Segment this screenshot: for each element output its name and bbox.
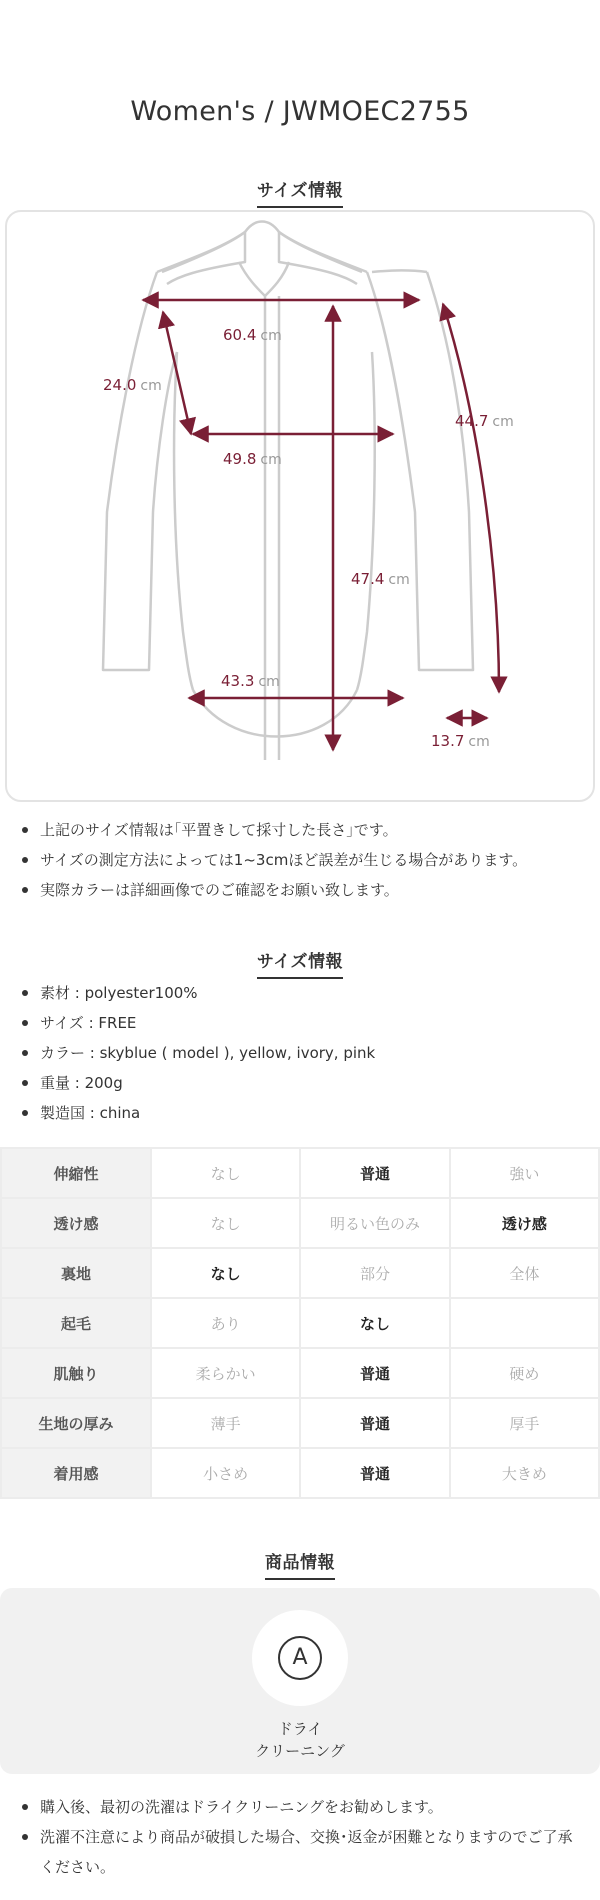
care-label [0, 1718, 600, 1762]
care-instructions-box [0, 1588, 600, 1774]
attribute-label: 肌触り [1, 1348, 151, 1398]
size-info-heading-text: サイズ情報 [257, 176, 343, 208]
size-diagram [5, 210, 595, 802]
measurement-lines [143, 300, 499, 750]
care-label-line2: クリーニング [255, 1742, 345, 1760]
table-row [1, 1448, 599, 1498]
attribute-option: 全体 [450, 1248, 599, 1298]
sleeve-length-label: 44.7 cm [455, 412, 514, 430]
attribute-option: 普通 [300, 1448, 449, 1498]
spec-size: サイズ : FREE [20, 1008, 580, 1038]
spec-weight: 重量 : 200g [20, 1068, 580, 1098]
attribute-option: 普通 [300, 1148, 449, 1198]
attribute-option: なし [151, 1198, 300, 1248]
attribute-label: 透け感 [1, 1198, 151, 1248]
attribute-option: 小さめ [151, 1448, 300, 1498]
attribute-label: 生地の厚み [1, 1398, 151, 1448]
attribute-option: 厚手 [450, 1398, 599, 1448]
size-notes-list [20, 815, 580, 905]
attribute-option: 柔らかい [151, 1348, 300, 1398]
attribute-option: 硬め [450, 1348, 599, 1398]
list-item: サイズの測定方法によっては1~3cmほど誤差が生じる場合があります。 [20, 845, 580, 875]
table-row [1, 1248, 599, 1298]
spec-heading [0, 947, 600, 979]
attribute-option: 透け感 [450, 1198, 599, 1248]
attribute-option: 普通 [300, 1398, 449, 1448]
shirt-diagram-svg [7, 212, 597, 804]
attribute-option: 薄手 [151, 1398, 300, 1448]
attribute-option: なし [151, 1148, 300, 1198]
product-info-heading [0, 1548, 600, 1580]
spec-color: カラー : skyblue ( model ), yellow, ivory, pink [20, 1038, 580, 1068]
attribute-label: 裏地 [1, 1248, 151, 1298]
attribute-option: 強い [450, 1148, 599, 1198]
spec-list [20, 978, 580, 1128]
care-symbol: A [278, 1636, 322, 1680]
attribute-option: なし [151, 1248, 300, 1298]
list-item: 実際カラーは詳細画像でのご確認をお願い致します。 [20, 875, 580, 905]
list-item: 洗濯不注意により商品が破損した場合、交換･返金が困難となりますのでご了承ください。 [20, 1822, 580, 1882]
attribute-option [450, 1298, 599, 1348]
hem-label: 43.3 cm [221, 672, 280, 690]
table-row [1, 1148, 599, 1198]
attribute-label: 伸縮性 [1, 1148, 151, 1198]
list-item: 上記のサイズ情報は｢平置きして採寸した長さ｣です。 [20, 815, 580, 845]
product-title: Women's / JWMOEC2755 [130, 96, 470, 127]
attribute-label: 起毛 [1, 1298, 151, 1348]
cuff-label: 13.7 cm [431, 732, 490, 750]
table-row [1, 1398, 599, 1448]
table-row [1, 1198, 599, 1248]
fabric-attribute-table [0, 1147, 600, 1499]
product-info-heading-text: 商品情報 [265, 1548, 335, 1580]
attribute-option: 部分 [300, 1248, 449, 1298]
body-length-label: 47.4 cm [351, 570, 410, 588]
product-info-notes [20, 1792, 580, 1882]
attribute-label: 着用感 [1, 1448, 151, 1498]
sleeve-top-label: 24.0 cm [103, 376, 162, 394]
attribute-option: 普通 [300, 1348, 449, 1398]
table-row [1, 1298, 599, 1348]
spec-origin: 製造国 : china [20, 1098, 580, 1128]
spec-heading-text: サイズ情報 [257, 947, 343, 979]
list-item: 購入後、最初の洗濯はドライクリーニングをお勧めします。 [20, 1792, 580, 1822]
attribute-option: 明るい色のみ [300, 1198, 449, 1248]
spec-material: 素材 : polyester100% [20, 978, 580, 1008]
sleeve-top-line [163, 312, 191, 434]
chest-label: 49.8 cm [223, 450, 282, 468]
dry-cleaning-icon [252, 1610, 348, 1706]
care-label-line1: ドライ [277, 1720, 323, 1738]
attribute-option: なし [300, 1298, 449, 1348]
attribute-option: 大きめ [450, 1448, 599, 1498]
table-row [1, 1348, 599, 1398]
attribute-option: あり [151, 1298, 300, 1348]
size-info-heading [0, 176, 600, 208]
shirt-outline [103, 222, 473, 761]
shoulder-label: 60.4 cm [223, 326, 282, 344]
